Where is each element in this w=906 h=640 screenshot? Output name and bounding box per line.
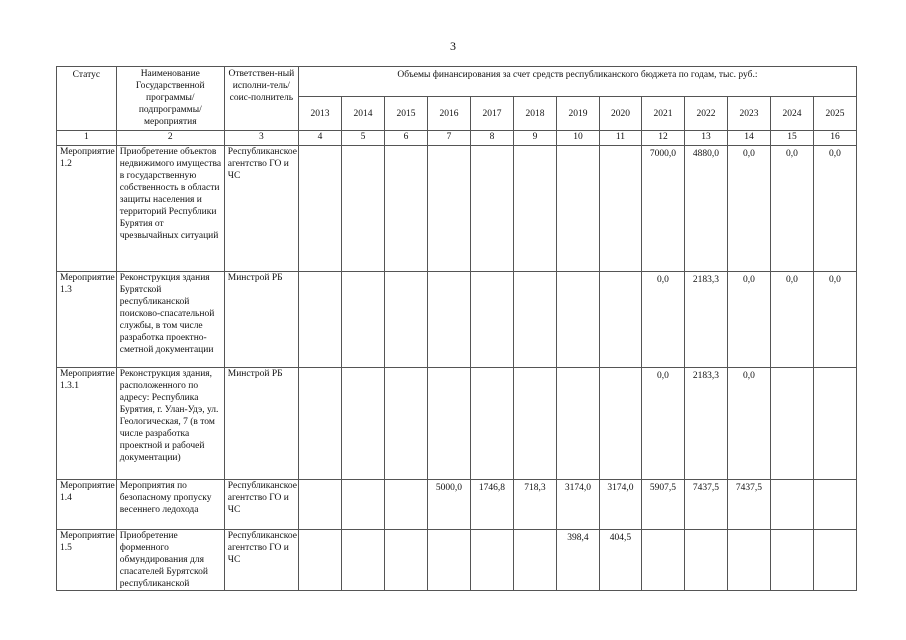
value-cell-2014	[341, 368, 384, 480]
name-cell: Реконструкция здания, расположенного по адресу: Республика Бурятия, г. Улан-Удэ, ул. Геологическая, 7 (в том числе разработка проектной и рабочей документации)	[116, 368, 224, 480]
value-cell-2022: 2183,3	[684, 368, 727, 480]
table-row	[57, 272, 857, 368]
value-cell-2021: 0,0	[641, 368, 684, 480]
column-number: 13	[684, 131, 727, 146]
table-row	[57, 530, 857, 591]
name-cell: Реконструкция здания Бурятской республиканской поисково-спасательной службы, в том числе разработка проектно-сметной документации	[116, 272, 224, 368]
year-header-2025: 2025	[813, 97, 856, 131]
value-cell-2021	[641, 530, 684, 591]
value-cell-2019: 3174,0	[556, 480, 599, 530]
responsible-cell: Республиканское агентство ГО и ЧС	[224, 146, 298, 272]
year-header-2018: 2018	[513, 97, 556, 131]
column-numbers-row	[57, 131, 857, 146]
value-cell-2025	[813, 480, 856, 530]
value-cell-2025	[813, 530, 856, 591]
value-cell-2023: 0,0	[727, 146, 770, 272]
value-cell-2024: 0,0	[770, 272, 813, 368]
responsible-cell: Республиканское агентство ГО и ЧС	[224, 530, 298, 591]
responsible-cell: Минстрой РБ	[224, 368, 298, 480]
year-header-2021: 2021	[641, 97, 684, 131]
header-financing: Объемы финансирования за счет средств республиканского бюджета по годам, тыс. руб.:	[298, 67, 856, 97]
value-cell-2022: 7437,5	[684, 480, 727, 530]
column-number: 7	[427, 131, 470, 146]
table-row	[57, 368, 857, 480]
value-cell-2013	[298, 480, 341, 530]
value-cell-2025	[813, 368, 856, 480]
value-cell-2014	[341, 530, 384, 591]
value-cell-2013	[298, 368, 341, 480]
value-cell-2022: 4880,0	[684, 146, 727, 272]
value-cell-2015	[384, 146, 427, 272]
name-cell: Приобретение форменного обмундирования для спасателей Бурятской республиканской	[116, 530, 224, 591]
value-cell-2021: 0,0	[641, 272, 684, 368]
name-cell: Мероприятия по безопасному пропуску весеннего ледохода	[116, 480, 224, 530]
value-cell-2019: 398,4	[556, 530, 599, 591]
responsible-cell: Минстрой РБ	[224, 272, 298, 368]
value-cell-2014	[341, 272, 384, 368]
table-row	[57, 146, 857, 272]
value-cell-2021: 5907,5	[641, 480, 684, 530]
value-cell-2016	[427, 530, 470, 591]
value-cell-2020	[599, 272, 641, 368]
value-cell-2017	[470, 146, 513, 272]
value-cell-2014	[341, 146, 384, 272]
value-cell-2016: 5000,0	[427, 480, 470, 530]
column-number: 6	[384, 131, 427, 146]
value-cell-2025: 0,0	[813, 146, 856, 272]
value-cell-2024: 0,0	[770, 146, 813, 272]
value-cell-2016	[427, 368, 470, 480]
value-cell-2014	[341, 480, 384, 530]
header-responsible: Ответствен-ный исполни-тель/ соис-полнитель	[224, 67, 298, 131]
value-cell-2020: 404,5	[599, 530, 641, 591]
value-cell-2016	[427, 146, 470, 272]
value-cell-2015	[384, 530, 427, 591]
column-number: 10	[556, 131, 599, 146]
year-header-2023: 2023	[727, 97, 770, 131]
column-number: 8	[470, 131, 513, 146]
column-number: 14	[727, 131, 770, 146]
status-cell: Мероприятие 1.3	[57, 272, 117, 368]
year-header-2014: 2014	[341, 97, 384, 131]
value-cell-2018: 718,3	[513, 480, 556, 530]
value-cell-2017	[470, 368, 513, 480]
name-cell: Приобретение объектов недвижимого имущества в государственную собственность в области защиты населения и территорий Республики Бурятия от чрезвычайных ситуаций	[116, 146, 224, 272]
value-cell-2018	[513, 146, 556, 272]
value-cell-2019	[556, 272, 599, 368]
header-row	[57, 67, 857, 97]
value-cell-2023: 0,0	[727, 272, 770, 368]
value-cell-2013	[298, 530, 341, 591]
status-cell: Мероприятие 1.4	[57, 480, 117, 530]
column-number: 5	[341, 131, 384, 146]
value-cell-2020: 3174,0	[599, 480, 641, 530]
value-cell-2022	[684, 530, 727, 591]
value-cell-2023: 0,0	[727, 368, 770, 480]
year-header-2020: 2020	[599, 97, 641, 131]
value-cell-2013	[298, 272, 341, 368]
column-number: 12	[641, 131, 684, 146]
value-cell-2013	[298, 146, 341, 272]
value-cell-2024	[770, 368, 813, 480]
status-cell: Мероприятие 1.5	[57, 530, 117, 591]
column-number: 11	[599, 131, 641, 146]
value-cell-2018	[513, 530, 556, 591]
header-name: Наименование Государственной программы/ подпрограммы/ мероприятия	[116, 67, 224, 131]
year-header-2016: 2016	[427, 97, 470, 131]
value-cell-2017	[470, 272, 513, 368]
value-cell-2023	[727, 530, 770, 591]
value-cell-2015	[384, 272, 427, 368]
value-cell-2020	[599, 368, 641, 480]
column-number: 3	[224, 131, 298, 146]
value-cell-2017	[470, 530, 513, 591]
header-status: Статус	[57, 67, 117, 131]
value-cell-2025: 0,0	[813, 272, 856, 368]
year-header-2022: 2022	[684, 97, 727, 131]
value-cell-2022: 2183,3	[684, 272, 727, 368]
year-header-2015: 2015	[384, 97, 427, 131]
value-cell-2021: 7000,0	[641, 146, 684, 272]
value-cell-2019	[556, 146, 599, 272]
column-number: 2	[116, 131, 224, 146]
value-cell-2020	[599, 146, 641, 272]
value-cell-2024	[770, 530, 813, 591]
value-cell-2017: 1746,8	[470, 480, 513, 530]
status-cell: Мероприятие 1.2	[57, 146, 117, 272]
status-cell: Мероприятие 1.3.1	[57, 368, 117, 480]
page-number: 3	[450, 39, 456, 53]
budget-table	[56, 66, 857, 591]
value-cell-2023: 7437,5	[727, 480, 770, 530]
column-number: 9	[513, 131, 556, 146]
year-header-2024: 2024	[770, 97, 813, 131]
value-cell-2018	[513, 272, 556, 368]
column-number: 4	[298, 131, 341, 146]
value-cell-2018	[513, 368, 556, 480]
column-number: 1	[57, 131, 117, 146]
year-header-2019: 2019	[556, 97, 599, 131]
column-number: 15	[770, 131, 813, 146]
value-cell-2015	[384, 480, 427, 530]
value-cell-2016	[427, 272, 470, 368]
value-cell-2024	[770, 480, 813, 530]
value-cell-2015	[384, 368, 427, 480]
column-number: 16	[813, 131, 856, 146]
responsible-cell: Республиканское агентство ГО и ЧС	[224, 480, 298, 530]
year-header-2017: 2017	[470, 97, 513, 131]
table-row	[57, 480, 857, 530]
value-cell-2019	[556, 368, 599, 480]
year-header-2013: 2013	[298, 97, 341, 131]
